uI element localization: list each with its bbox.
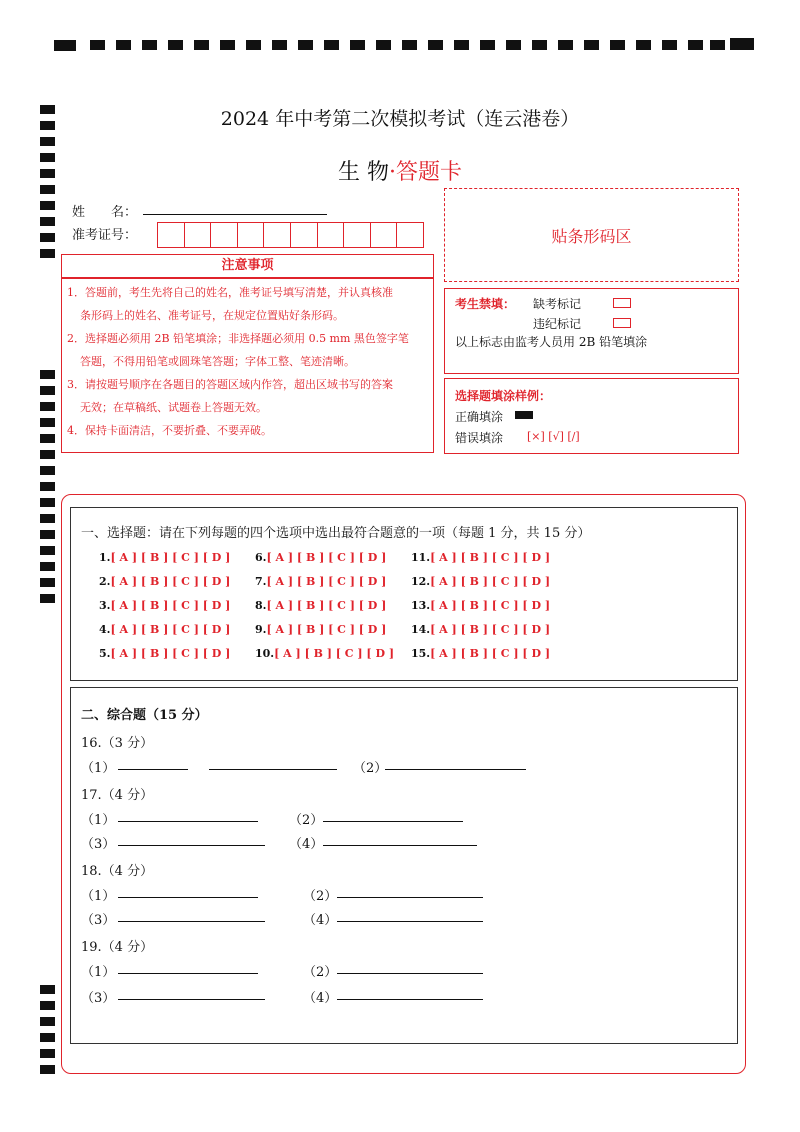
part-label: （4） bbox=[303, 991, 338, 1006]
answer-line[interactable] bbox=[385, 769, 526, 770]
barcode-area bbox=[444, 188, 739, 282]
forbid-label: 考生禁填： bbox=[455, 297, 516, 311]
id-digit-box[interactable] bbox=[238, 223, 265, 247]
id-digit-box[interactable] bbox=[371, 223, 398, 247]
question-number: 9. bbox=[255, 623, 267, 636]
part-label: （2） bbox=[289, 813, 324, 828]
section2-title: 二、综合题（15 分） bbox=[81, 708, 208, 723]
choice-options[interactable]: [ A ] [ B ] [ C ] [ D ] bbox=[430, 551, 551, 564]
choice-options[interactable]: [ A ] [ B ] [ C ] [ D ] bbox=[110, 623, 231, 636]
question-number: 15. bbox=[411, 647, 431, 660]
question-number: 10. bbox=[255, 647, 275, 660]
question-number: 7. bbox=[255, 575, 267, 588]
id-digit-box[interactable] bbox=[158, 223, 185, 247]
choice-options[interactable]: [ A ] [ B ] [ C ] [ D ] bbox=[110, 575, 231, 588]
answer-line[interactable] bbox=[118, 897, 258, 898]
wrong-fill-samples: [×] [√] [/] bbox=[527, 430, 580, 443]
id-digit-box[interactable] bbox=[397, 223, 423, 247]
choice-options[interactable]: [ A ] [ B ] [ C ] [ D ] bbox=[430, 623, 551, 636]
subject-title bbox=[0, 155, 800, 186]
question-number: 8. bbox=[255, 599, 267, 612]
choice-options[interactable]: [ A ] [ B ] [ C ] [ D ] bbox=[110, 647, 231, 660]
answer-line[interactable] bbox=[118, 999, 265, 1000]
part-label: （3） bbox=[81, 837, 116, 852]
choice-options[interactable]: [ A ] [ B ] [ C ] [ D ] bbox=[266, 575, 387, 588]
answer-line[interactable] bbox=[118, 769, 188, 770]
question-number: 13. bbox=[411, 599, 431, 612]
question-number: 11. bbox=[411, 551, 431, 564]
notice-line: 答题，不得用铅笔或圆珠笔答题；字体工整、笔迹清晰。 bbox=[80, 355, 355, 368]
exam-title: 2024 年中考第二次模拟考试（连云港卷） bbox=[220, 108, 580, 130]
forbid-note: 以上标志由监考人员用 2B 铅笔填涂 bbox=[455, 335, 648, 349]
examinee-forbid-box bbox=[444, 288, 739, 374]
name-label: 姓 名： bbox=[72, 205, 138, 220]
notice-line: 条形码上的姓名、准考证号，在规定位置贴好条形码。 bbox=[80, 309, 344, 322]
subject-name: 生 物 bbox=[338, 160, 389, 185]
multiple-choice-section bbox=[70, 507, 738, 681]
part-label: （1） bbox=[81, 965, 116, 980]
exam-id-label: 准考证号： bbox=[72, 228, 138, 243]
question-number: 5. bbox=[99, 647, 111, 660]
notice-line: 2．选择题必须用 2B 铅笔填涂；非选择题必须用 0.5 mm 黑色签字笔 bbox=[67, 332, 409, 345]
notice-heading: 注意事项 bbox=[61, 254, 434, 278]
comprehensive-section bbox=[70, 687, 738, 1044]
notice-line: 无效；在草稿纸、试题卷上答题无效。 bbox=[80, 401, 267, 414]
answer-line[interactable] bbox=[118, 973, 258, 974]
barcode-label: 贴条形码区 bbox=[551, 226, 632, 246]
answer-line[interactable] bbox=[118, 821, 258, 822]
answer-line[interactable] bbox=[337, 921, 483, 922]
question-number: 3. bbox=[99, 599, 111, 612]
exam-id-boxes[interactable] bbox=[157, 222, 424, 248]
choice-options[interactable]: [ A ] [ B ] [ C ] [ D ] bbox=[430, 647, 551, 660]
choice-options[interactable]: [ A ] [ B ] [ C ] [ D ] bbox=[266, 623, 387, 636]
question-number: 6. bbox=[255, 551, 267, 564]
part-label: （3） bbox=[81, 913, 116, 928]
part-label: （2） bbox=[353, 761, 388, 776]
id-digit-box[interactable] bbox=[211, 223, 238, 247]
choice-options[interactable]: [ A ] [ B ] [ C ] [ D ] bbox=[266, 551, 387, 564]
part-label: （3） bbox=[81, 991, 116, 1006]
question-18-label: 18.（4 分） bbox=[81, 864, 154, 879]
absent-mark-box[interactable] bbox=[613, 298, 631, 308]
correct-fill-label: 正确填涂 bbox=[455, 410, 504, 424]
id-digit-box[interactable] bbox=[318, 223, 345, 247]
violation-label: 违纪标记 bbox=[533, 317, 582, 331]
section1-title: 一、选择题：请在下列每题的四个选项中选出最符合题意的一项（每题 1 分，共 15 分） bbox=[81, 526, 591, 541]
question-number: 12. bbox=[411, 575, 431, 588]
id-digit-box[interactable] bbox=[264, 223, 291, 247]
notice-line: 3．请按题号顺序在各题目的答题区域内作答，超出区域书写的答案 bbox=[67, 378, 393, 391]
question-number: 1. bbox=[99, 551, 111, 564]
choice-options[interactable]: [ A ] [ B ] [ C ] [ D ] bbox=[430, 599, 551, 612]
notice-line: 4．保持卡面清洁，不要折叠、不要弄破。 bbox=[67, 424, 272, 437]
answer-line[interactable] bbox=[337, 973, 483, 974]
wrong-fill-label: 错误填涂 bbox=[455, 431, 504, 445]
name-field[interactable] bbox=[143, 214, 327, 215]
question-number: 2. bbox=[99, 575, 111, 588]
fill-sample-box bbox=[444, 378, 739, 454]
answer-line[interactable] bbox=[118, 921, 265, 922]
question-number: 4. bbox=[99, 623, 111, 636]
answer-line[interactable] bbox=[337, 999, 483, 1000]
part-label: （1） bbox=[81, 761, 116, 776]
part-label: （1） bbox=[81, 813, 116, 828]
choice-options[interactable]: [ A ] [ B ] [ C ] [ D ] bbox=[274, 647, 395, 660]
choice-options[interactable]: [ A ] [ B ] [ C ] [ D ] bbox=[110, 551, 231, 564]
subject-suffix: ·答题卡 bbox=[389, 160, 462, 185]
part-label: （2） bbox=[303, 965, 338, 980]
answer-line[interactable] bbox=[209, 769, 337, 770]
question-16-label: 16.（3 分） bbox=[81, 736, 154, 751]
id-digit-box[interactable] bbox=[344, 223, 371, 247]
violation-mark-box[interactable] bbox=[613, 318, 631, 328]
notice-line: 1．答题前，考生先将自己的姓名，准考证号填写清楚，并认真核准 bbox=[67, 286, 393, 299]
id-digit-box[interactable] bbox=[291, 223, 318, 247]
part-label: （4） bbox=[289, 837, 324, 852]
answer-line[interactable] bbox=[337, 897, 483, 898]
answer-line[interactable] bbox=[118, 845, 265, 846]
id-digit-box[interactable] bbox=[185, 223, 212, 247]
question-number: 14. bbox=[411, 623, 431, 636]
part-label: （1） bbox=[81, 889, 116, 904]
part-label: （2） bbox=[303, 889, 338, 904]
question-19-label: 19.（4 分） bbox=[81, 940, 154, 955]
choice-options[interactable]: [ A ] [ B ] [ C ] [ D ] bbox=[266, 599, 387, 612]
sample-title: 选择题填涂样例： bbox=[455, 389, 552, 403]
choice-options[interactable]: [ A ] [ B ] [ C ] [ D ] bbox=[430, 575, 551, 588]
absent-label: 缺考标记 bbox=[533, 297, 582, 311]
notice-box bbox=[61, 278, 434, 453]
choice-options[interactable]: [ A ] [ B ] [ C ] [ D ] bbox=[110, 599, 231, 612]
part-label: （4） bbox=[303, 913, 338, 928]
answer-line[interactable] bbox=[323, 821, 463, 822]
question-17-label: 17.（4 分） bbox=[81, 788, 154, 803]
correct-fill-sample bbox=[515, 411, 533, 419]
answer-line[interactable] bbox=[323, 845, 477, 846]
